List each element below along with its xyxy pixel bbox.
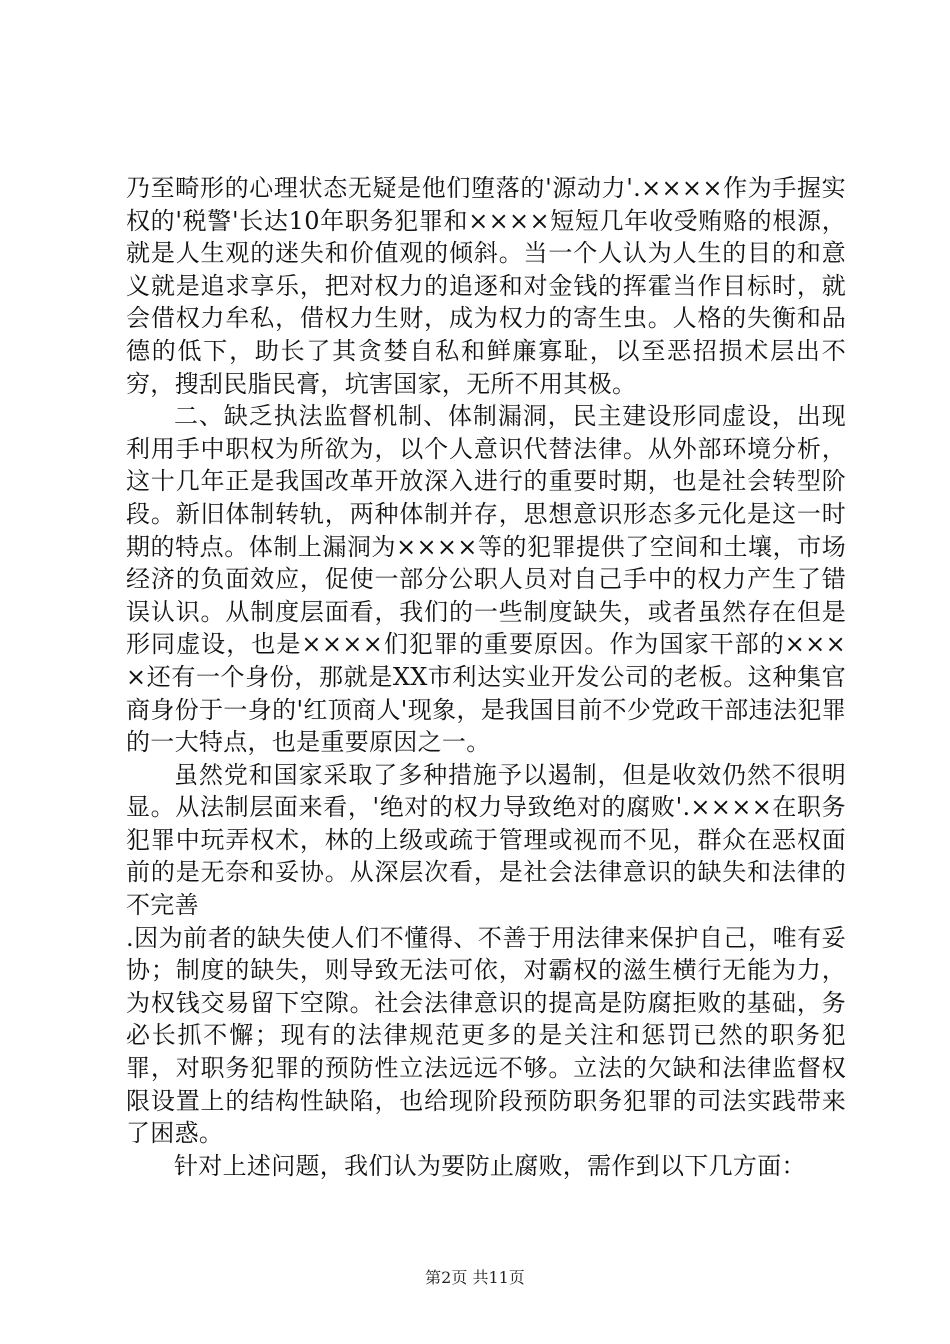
paragraph-5: 针对上述问题，我们认为要防止腐败，需作到以下几方面： xyxy=(174,1151,806,1180)
paragraph-4: .因为前者的缺失使人们不懂得、不善于用法律来保护自己，唯有妥协；制度的缺失，则导致无法可依，对霸权的滋生横行无能为力，为权钱交易留下空隙。社会法律意识的提高是防腐拒败的基础，务必长抓不懈；现有的法律规范更多的是关注和惩罚已然的职务犯罪，对职务犯罪的预防性立法远远不够。立法的欠缺和法律监督权限设置上的结构性缺陷，也给现阶段预防职务犯罪的司法实践带来了困惑。 xyxy=(126,923,846,1148)
body-text xyxy=(126,172,846,1182)
paragraph-2: 二、缺乏执法监督机制、体制漏洞，民主建设形同虚设，出现利用手中职权为所欲为，以个人意识代替法律。从外部环境分析，这十几年正是我国改革开放深入进行的重要时期，也是社会转型阶段。新旧体制转轨，两种体制并存，思想意识形态多元化是这一时期的特点。体制上漏洞为××××等的犯罪提供了空间和土壤，市场经济的负面效应，促使一部分公职人员对自己手中的权力产生了错误认识。从制度层面看，我们的一些制度缺失，或者虽然存在但是形同虚设，也是××××们犯罪的重要原因。作为国家干部的××××还有一个身份，那就是XX市利达实业开发公司的老板。这种集官商身份于一身的'红顶商人'现象，是我国目前不少党政干部违法犯罪的一大特点，也是重要原因之一。 xyxy=(126,402,846,757)
paragraph-3: 虽然党和国家采取了多种措施予以遏制，但是收效仍然不很明显。从法制层面来看，'绝对的权力导致绝对的腐败'.××××在职务犯罪中玩弄权术，林的上级或疏于管理或视而不见，群众在恶权面前的是无奈和妥协。从深层次看，是社会法律意识的缺失和法律的不完善 xyxy=(126,760,846,920)
page-footer: 第2页 共11页 xyxy=(425,1268,525,1287)
paragraph-1: 乃至畸形的心理状态无疑是他们堕落的'源动力'.××××作为手握实权的'税警'长达10年职务犯罪和××××短短几年收受贿赂的根源，就是人生观的迷失和价值观的倾斜。当一个人认为人生的目的和意义就是追求享乐，把对权力的追逐和对金钱的挥霍当作目标时，就会借权力牟私，借权力生财，成为权力的寄生虫。人格的失衡和品德的低下，助长了其贪婪自私和鲜廉寡耻，以至恶招损术层出不穷，搜刮民脂民膏，坑害国家，无所不用其极。 xyxy=(126,174,846,398)
